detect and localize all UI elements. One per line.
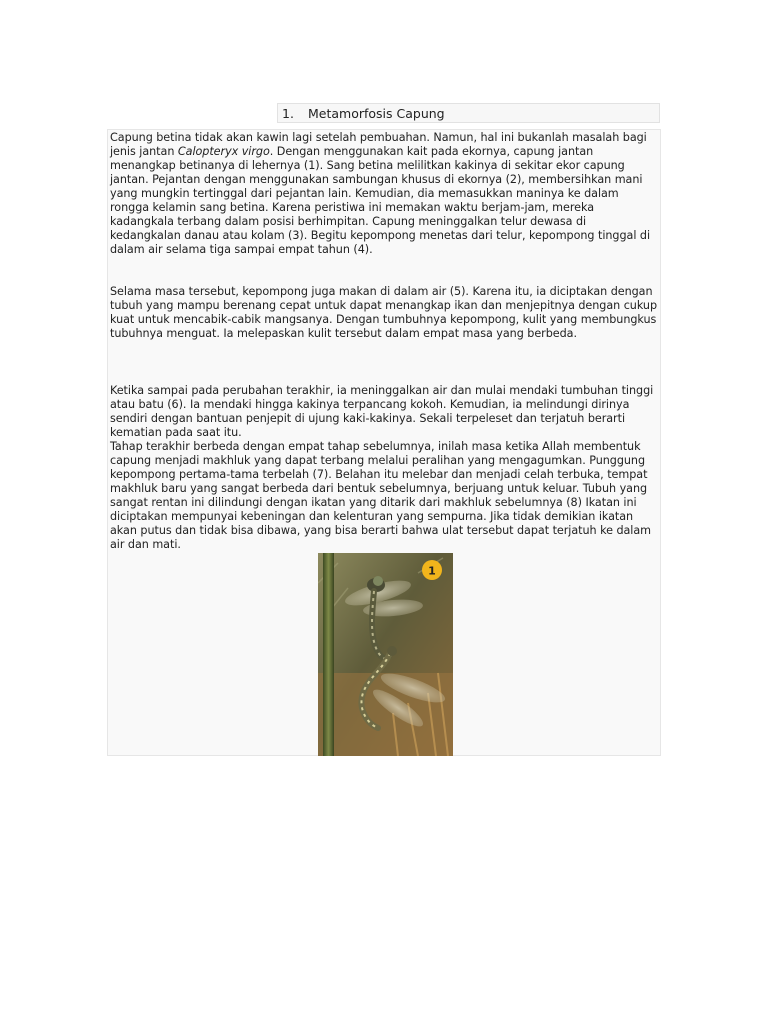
paragraph-emergence: Tahap terakhir berbeda dengan empat tahap sebelumnya, inilah masa ketika Allah membentuk capung menjadi makhluk yang dapat terbang melalui peralihan yang mengagumkan. Punggung kepompong pertama-tama terbelah (7). Belahan itu melebar dan menjadi celah terbuka, tempat makhluk baru yang sangat berbeda dari bentuk sebelumnya, berjuang untuk keluar. Tubuh yang sangat rentan ini dilindungi dengan ikatan yang ditarik dari makhluk sebelumnya (8) Ikatan ini diciptakan mempunyai kebeningan dan kelenturan yang sempurna. Jika tidak demikian ikatan akan putus dan tidak bisa dibawa, yang bisa berarti bahwa ulat tersebut dapat terjatuh ke dalam air dan mati. [110, 440, 652, 551]
paragraph-climbing: Ketika sampai pada perubahan terakhir, ia meninggalkan air dan mulai mendaki tumbuhan tinggi atau batu (6). Ia mendaki hingga kakinya terpancang kokoh. Kemudian, ia melindungi dirinya sendiri dengan bantuan penjepit di ujung kaki-kakinya. Sekali terpeleset dan terjatuh berarti kematian pada saat itu. [110, 384, 654, 439]
heading-title: Metamorfosis Capung [308, 106, 445, 121]
dragonfly-photo [318, 553, 453, 756]
paragraph-mating [110, 131, 658, 257]
heading-number: 1. [282, 106, 294, 121]
paragraph-nymph: Selama masa tersebut, kepompong juga makan di dalam air (5). Karena itu, ia diciptakan dengan tubuh yang mampu berenang cepat untuk dapat menangkap ikan dan menjepitnya dengan cukup kuat untuk mencabik-cabik mangsanya. Dengan tumbuhnya kepompong, kulit yang membungkus tubuhnya menguat. Ia melepaskan kulit tersebut dalam empat masa yang berbeda. [110, 285, 658, 340]
paragraph-mating-text-a: Capung betina tidak akan kawin lagi setelah pembuahan. Namun, hal ini bukanlah masalah bagi jenis jantan [110, 131, 647, 158]
species-name: Calopteryx virgo [177, 145, 270, 158]
dragonfly-illustration [318, 553, 453, 756]
paragraph-mating-text-b: . Dengan menggunakan kait pada ekornya, capung jantan menangkap betinanya di lehernya (1). Sang betina melilitkan kakinya di sekitar ekor capung jantan. Pejantan dengan menggunakan sambungan khusus di ekornya (2), membersihkan mani yang mungkin tertinggal dari pejantan lain. Kemudian, dia memasukkan maninya ke dalam rongga kelamin sang betina. Karena peristiwa ini memakan waktu berjam-jam, mereka kadangkala terbang dalam posisi berhimpitan. Capung meninggalkan telur dewasa di kedangkalan danau atau kolam (3). Begitu kepompong menetas dari telur, kepompong tinggal di dalam air selama tiga sampai empat tahun (4). [110, 145, 651, 256]
number-badge-text: 1 [428, 564, 436, 578]
section-heading [277, 103, 660, 123]
content-panel [107, 129, 661, 756]
paragraph-metamorphosis-group [110, 384, 658, 552]
